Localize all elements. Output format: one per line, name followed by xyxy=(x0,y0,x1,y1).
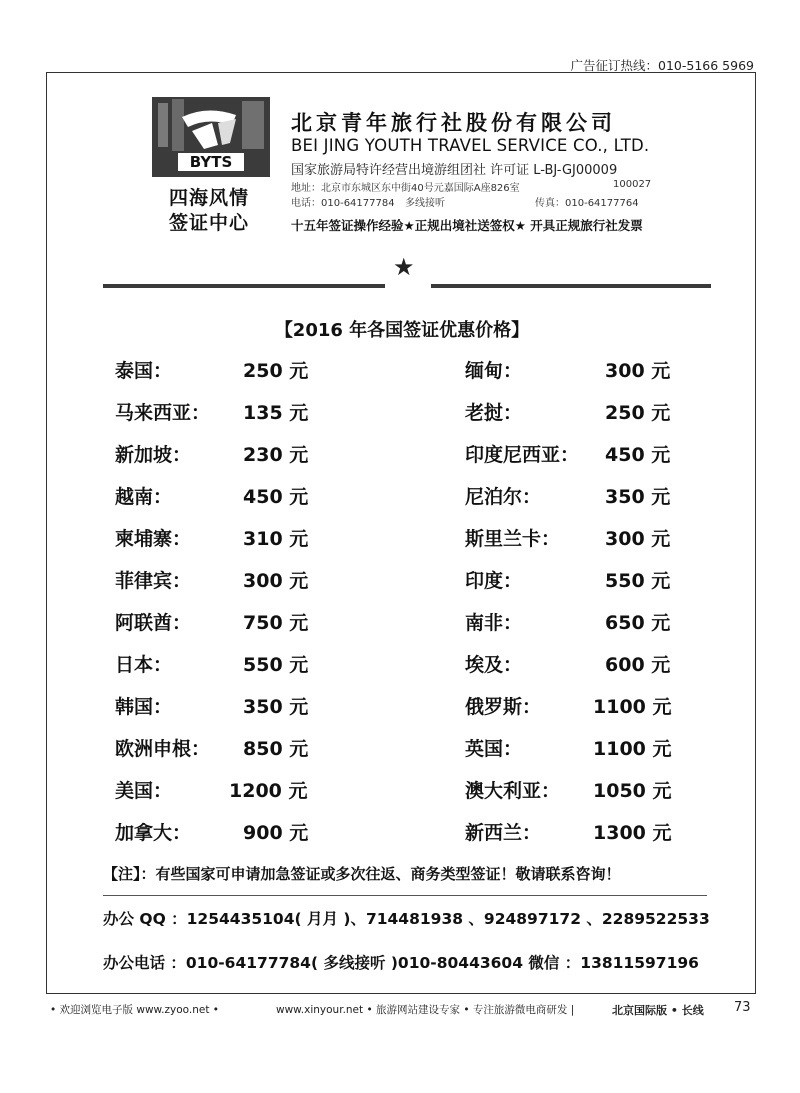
price-row xyxy=(465,524,715,554)
country-name: 印度尼西亚： xyxy=(465,444,580,466)
price-row xyxy=(115,482,365,512)
price-row xyxy=(465,356,715,386)
company-name-en: BEI JING YOUTH TRAVEL SERVICE CO., LTD. xyxy=(291,136,650,155)
price-row xyxy=(115,692,365,722)
visa-price: 230 元 xyxy=(243,444,309,466)
price-row xyxy=(115,566,365,596)
price-row xyxy=(465,608,715,638)
company-name-cn: 北京青年旅行社股份有限公司 xyxy=(291,111,616,135)
country-name: 俄罗斯： xyxy=(465,696,542,718)
multi-line-text: 多线接听 xyxy=(405,198,445,209)
country-name: 尼泊尔： xyxy=(465,486,542,508)
visa-price: 1050 元 xyxy=(593,780,672,802)
visa-price: 250 元 xyxy=(605,402,671,424)
price-row xyxy=(465,398,715,428)
country-name: 美国： xyxy=(115,780,173,802)
star-icon: ★ xyxy=(393,253,415,281)
price-row xyxy=(115,734,365,764)
country-name: 越南： xyxy=(115,486,173,508)
visa-price: 1100 元 xyxy=(593,696,672,718)
price-row xyxy=(115,440,365,470)
price-list-title: 【2016 年各国签证优惠价格】 xyxy=(274,320,530,341)
address-text: 地址：北京市东城区东中街40号元嘉国际A座826室 xyxy=(291,183,520,194)
logo-line2: 签证中心 xyxy=(168,212,249,234)
byts-logo xyxy=(152,97,270,177)
ad-hotline: 广告征订热线：010-5166 5969 xyxy=(570,58,754,73)
slogan-text: 十五年签证操作经验★正规出境社送签权★ 开具正规旅行社发票 xyxy=(291,218,643,233)
visa-price: 135 元 xyxy=(243,402,309,424)
country-name: 南非： xyxy=(465,612,523,634)
visa-price: 600 元 xyxy=(605,654,671,676)
country-name: 日本： xyxy=(115,654,173,676)
visa-price: 750 元 xyxy=(243,612,309,634)
visa-price: 1100 元 xyxy=(593,738,672,760)
footer-section: 北京国际版 • 长线 xyxy=(612,1004,704,1017)
page-number: 73 xyxy=(734,1000,751,1015)
country-name: 老挝： xyxy=(465,402,523,424)
license-text: 国家旅游局特许经营出境游组团社 许可证 L-BJ-GJ00009 xyxy=(291,163,618,178)
visa-price: 1200 元 xyxy=(229,780,308,802)
country-name: 埃及： xyxy=(465,654,523,676)
postal-code: 100027 xyxy=(613,179,652,190)
country-name: 泰国： xyxy=(115,360,173,382)
divider-right xyxy=(431,284,711,288)
country-name: 菲律宾： xyxy=(115,570,192,592)
visa-price: 300 元 xyxy=(605,360,671,382)
price-row xyxy=(115,398,365,428)
office-qq: 办公 QQ ：1254435104( 月月 )、714481938 、924897172 、2289522533 xyxy=(103,910,710,928)
price-row xyxy=(115,608,365,638)
visa-price: 650 元 xyxy=(605,612,671,634)
visa-price: 550 元 xyxy=(605,570,671,592)
office-tel: 办公电话 ：010-64177784( 多线接听 )010-80443604 微信 ：13811597196 xyxy=(103,954,699,972)
divider-left xyxy=(103,284,385,288)
ad-frame xyxy=(46,72,756,994)
price-row xyxy=(115,356,365,386)
visa-price: 250 元 xyxy=(243,360,309,382)
visa-price: 310 元 xyxy=(243,528,309,550)
logo-text: BYTS xyxy=(189,153,233,171)
price-row xyxy=(115,524,365,554)
footer-middle: www.xinyour.net • 旅游网站建设专家 • 专注旅游微电商研发 | xyxy=(276,1004,575,1016)
country-name: 韩国： xyxy=(115,696,173,718)
price-row xyxy=(465,566,715,596)
price-row xyxy=(115,650,365,680)
visa-price: 450 元 xyxy=(243,486,309,508)
country-name: 马来西亚： xyxy=(115,402,211,424)
price-row xyxy=(465,440,715,470)
price-row xyxy=(115,776,365,806)
footer-left: • 欢迎浏览电子版 www.zyoo.net • xyxy=(50,1004,219,1016)
price-row xyxy=(465,650,715,680)
visa-price: 850 元 xyxy=(243,738,309,760)
country-name: 加拿大： xyxy=(115,822,192,844)
tel-text: 电话：010-64177784 xyxy=(291,198,395,209)
price-row xyxy=(465,692,715,722)
note-text: 【注】：有些国家可申请加急签证或多次往返、商务类型签证！敬请联系咨询！ xyxy=(103,865,621,883)
country-name: 欧洲申根： xyxy=(115,738,211,760)
visa-price: 900 元 xyxy=(243,822,309,844)
price-row xyxy=(465,818,715,848)
fax-text: 传真：010-64177764 xyxy=(535,198,639,209)
price-row xyxy=(465,776,715,806)
price-row xyxy=(465,734,715,764)
visa-price: 350 元 xyxy=(243,696,309,718)
note-divider xyxy=(103,895,707,896)
country-name: 新加坡： xyxy=(115,444,192,466)
country-name: 新西兰： xyxy=(465,822,542,844)
visa-price: 1300 元 xyxy=(593,822,672,844)
country-name: 缅甸： xyxy=(465,360,523,382)
country-name: 澳大利亚： xyxy=(465,780,561,802)
visa-price: 450 元 xyxy=(605,444,671,466)
visa-price: 350 元 xyxy=(605,486,671,508)
country-name: 斯里兰卡： xyxy=(465,528,561,550)
country-name: 柬埔寨： xyxy=(115,528,192,550)
price-row xyxy=(115,818,365,848)
logo-line1: 四海风情 xyxy=(168,187,249,209)
country-name: 阿联酋： xyxy=(115,612,192,634)
visa-price: 550 元 xyxy=(243,654,309,676)
country-name: 英国： xyxy=(465,738,523,760)
visa-price: 300 元 xyxy=(605,528,671,550)
visa-price: 300 元 xyxy=(243,570,309,592)
price-row xyxy=(465,482,715,512)
country-name: 印度： xyxy=(465,570,523,592)
